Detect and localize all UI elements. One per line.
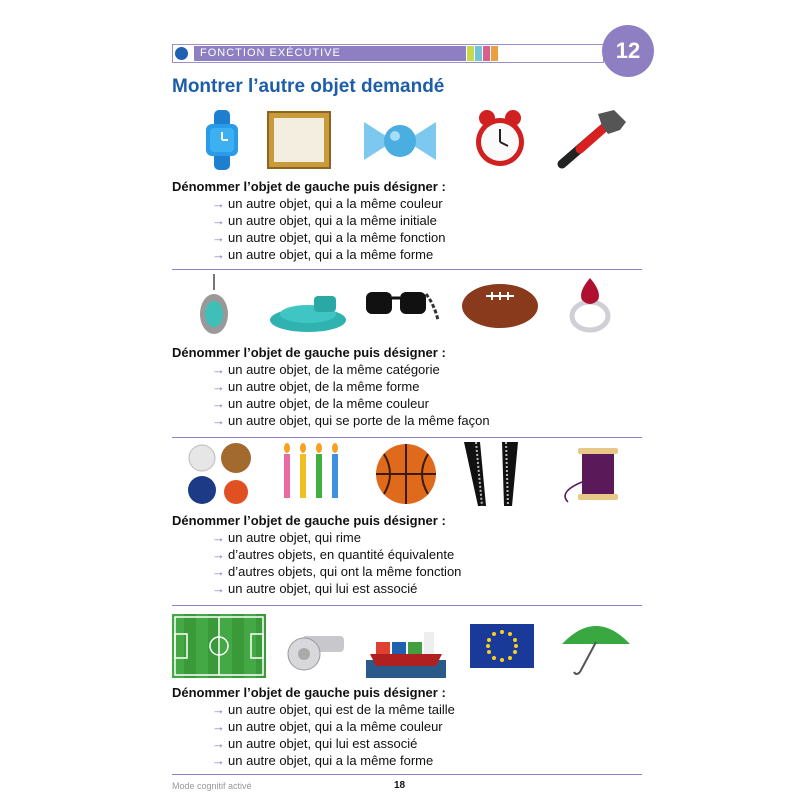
- option-item: → un autre objet, qui rime: [212, 530, 361, 545]
- image-row: [172, 274, 642, 344]
- option-item: → un autre objet, qui a la même couleur: [212, 196, 443, 211]
- option-item: → d’autres objets, qui ont la même fonction: [212, 564, 462, 579]
- cargo-ship-icon: [366, 614, 446, 678]
- image-row: [172, 614, 642, 684]
- option-item: → un autre objet, qui lui est associé: [212, 581, 418, 596]
- umbrella-icon: [556, 614, 636, 678]
- footer-book-title: Mode cognitif activé: [172, 781, 252, 791]
- pendant-necklace-icon: [176, 274, 256, 338]
- arrow-right-icon: →: [212, 719, 225, 734]
- header-swatch: [491, 46, 498, 61]
- option-item: → un autre objet, qui a la même initiale: [212, 213, 437, 228]
- picture-frame-icon: [262, 108, 342, 172]
- page-number: 18: [394, 780, 406, 791]
- hammer-icon: [550, 108, 630, 172]
- exercise-section: [172, 614, 642, 769]
- option-item: → d’autres objets, en quantité équivalente: [212, 547, 455, 562]
- arrow-right-icon: →: [212, 547, 225, 562]
- page-title: Montrer l’autre objet demandé: [172, 76, 445, 97]
- instruction-text: Dénommer l’objet de gauche puis désigner :: [172, 345, 446, 360]
- arrow-right-icon: →: [212, 413, 225, 428]
- image-row: [172, 442, 642, 512]
- header-swatch: [483, 46, 490, 61]
- arrow-right-icon: →: [212, 213, 225, 228]
- option-item: → un autre objet, qui est de la même taille: [212, 702, 455, 717]
- arrow-right-icon: →: [212, 702, 225, 717]
- header-swatch: [475, 46, 482, 61]
- instruction-text: Dénommer l’objet de gauche puis désigner :: [172, 179, 446, 194]
- option-item: → un autre objet, qui a la même forme: [212, 247, 434, 262]
- sunglasses-icon: [360, 274, 440, 338]
- instruction-text: Dénommer l’objet de gauche puis désigner :: [172, 513, 446, 528]
- arrow-right-icon: →: [212, 736, 225, 751]
- section-divider: [172, 774, 642, 775]
- arrow-right-icon: →: [212, 581, 225, 596]
- option-item: → un autre objet, qui a la même fonction: [212, 230, 446, 245]
- arrow-right-icon: →: [212, 530, 225, 545]
- exercise-section: [172, 442, 642, 597]
- option-item: → un autre objet, de la même catégorie: [212, 362, 440, 377]
- section-divider: [172, 437, 642, 438]
- whistle-icon: [276, 614, 356, 678]
- buttons-icon: [180, 442, 260, 506]
- eu-flag-icon: [468, 614, 548, 678]
- exercise-section: [172, 108, 642, 263]
- arrow-right-icon: →: [212, 247, 225, 262]
- arrow-right-icon: →: [212, 753, 225, 768]
- thread-spool-icon: [548, 442, 628, 506]
- arrow-right-icon: →: [212, 564, 225, 579]
- ring-icon: [550, 274, 630, 338]
- option-item: → un autre objet, de la même forme: [212, 379, 420, 394]
- arrow-right-icon: →: [212, 230, 225, 245]
- header-label: FONCTION EXÉCUTIVE: [200, 47, 341, 59]
- instruction-text: Dénommer l’objet de gauche puis désigner :: [172, 685, 446, 700]
- basketball-icon: [366, 442, 446, 506]
- soccer-field-icon: [172, 614, 266, 678]
- arrow-right-icon: →: [212, 196, 225, 211]
- option-item: → un autre objet, de la même couleur: [212, 396, 429, 411]
- exercise-section: [172, 274, 642, 429]
- arrow-right-icon: →: [212, 379, 225, 394]
- image-row: [172, 108, 642, 178]
- section-divider: [172, 269, 642, 270]
- option-item: → un autre objet, qui a la même forme: [212, 753, 434, 768]
- option-item: → un autre objet, qui lui est associé: [212, 736, 418, 751]
- candy-icon: [360, 108, 440, 172]
- exercise-number-badge: 12: [602, 25, 654, 77]
- section-divider: [172, 605, 642, 606]
- header-dot: [175, 47, 188, 60]
- football-icon: [460, 274, 540, 338]
- option-item: → un autre objet, qui a la même couleur: [212, 719, 443, 734]
- option-item: → un autre objet, qui se porte de la même façon: [212, 413, 490, 428]
- arrow-right-icon: →: [212, 396, 225, 411]
- wristwatch-icon: [184, 108, 264, 172]
- plates-icon: [266, 274, 346, 338]
- header-swatch: [467, 46, 474, 61]
- alarm-clock-icon: [460, 108, 540, 172]
- zippers-icon: [458, 442, 538, 506]
- arrow-right-icon: →: [212, 362, 225, 377]
- candles-icon: [272, 442, 352, 506]
